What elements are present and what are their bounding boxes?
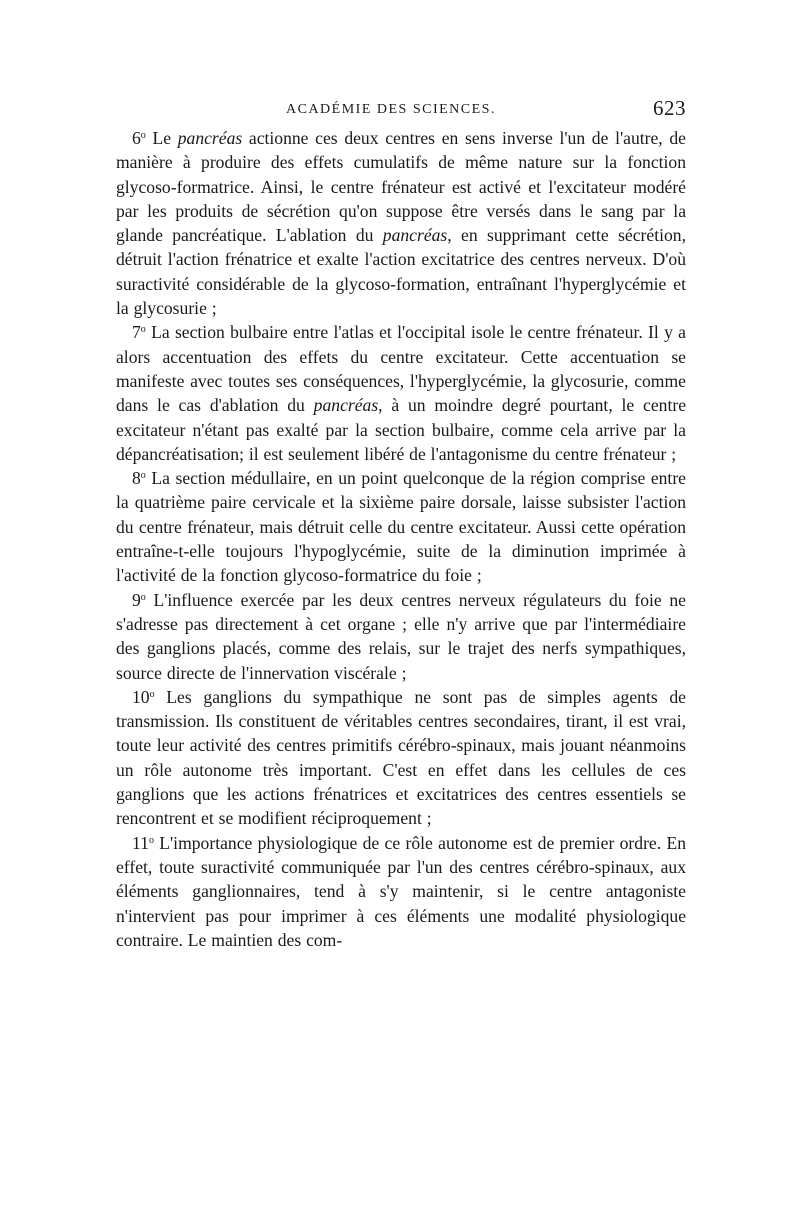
page-number: 623 (653, 96, 686, 120)
ordinal-mark: o (149, 688, 155, 700)
italic-term: pancréas (313, 395, 379, 416)
paragraph-text: , à un moindre degré pourtant, le centre excitateur n'étant pas exalté par la section bulbaire, comme cela arrive par la dépancréatisation; il est seulement libéré de l'antagonisme du centre frénateur ; (116, 395, 686, 464)
paragraph-text: , en supprimant cette sécrétion, détruit l'action frénatrice et exalte l'action excitatrice des centres nerveux. D'où suractivité considérable de la glycoso-formation, entraînant l'hyperglycémie et la glycosurie ; (116, 225, 686, 319)
paragraph-8 (116, 466, 686, 587)
paragraph-7 (116, 320, 686, 466)
item-number: 7 (132, 322, 141, 343)
paragraph-10 (116, 685, 686, 831)
page-header (116, 96, 686, 126)
italic-term: pancréas (177, 128, 243, 148)
paragraph-text: La section médullaire, en un point quelconque de la région comprise entre la quatrième paire cervicale et la sixième paire dorsale, laisse subsister l'action du centre frénateur, mais détruit celle du centre excitateur. Aussi cette opération entraîne-t-elle toujours l'hypoglycémie, suite de la diminution imprimée à l'activité de la fonction glycoso-formatrice du foie ; (116, 468, 686, 586)
paragraph-text: L'importance physiologique de ce rôle autonome est de premier ordre. En effet, toute suractivité communiquée par l'un des centres cérébro-spinaux, aux éléments ganglionnaires, tend à s'y maintenir, si le centre antagoniste n'intervient pas pour imprimer à ces éléments une modalité physiologique contraire. Le maintien des com- (116, 832, 686, 950)
paragraph-text: actionne ces deux centres en sens inverse l'un de l'autre, de manière à produire des effets cumulatifs de même nature sur la fonction glycoso-formatrice. Ainsi, le centre frénateur est activé et l'excitateur modéré par les produits de sécrétion qu'on suppose être versés dans le sang par la glande pancréatique. L'ablation du (116, 128, 686, 246)
document-page (116, 96, 686, 952)
paragraph-text: L'influence exercée par les deux centres nerveux régulateurs du foie ne s'adresse pas directement à cet organe ; elle n'y arrive que par l'intermédiaire des ganglions placés, comme des relais, sur le trajet des nerfs sympathiques, source directe de l'innervation viscérale ; (116, 589, 686, 683)
paragraph-6 (116, 126, 686, 320)
ordinal-mark: o (140, 130, 146, 141)
item-number: 9 (132, 589, 141, 610)
ordinal-mark: o (140, 470, 146, 482)
paragraph-11 (116, 831, 686, 952)
paragraph-text: Le (145, 128, 178, 148)
italic-term: pancréas (382, 225, 448, 246)
running-head: ACADÉMIE DES SCIENCES. (286, 102, 496, 117)
item-number: 8 (132, 468, 141, 489)
item-number: 6 (132, 128, 141, 148)
paragraph-text: La section bulbaire entre l'atlas et l'occipital isole le centre frénateur. Il y a alors accentuation des effets du centre excitateur. Cette accentuation se manifeste avec toutes ses conséquences, l'hyperglycémie, la glycosurie, comme dans le cas d'ablation du (116, 322, 686, 416)
paragraph-9 (116, 588, 686, 685)
ordinal-mark: o (148, 834, 154, 846)
paragraph-text: Les ganglions du sympathique ne sont pas de simples agents de transmission. Ils constituent de véritables centres secondaires, tirant, il est vrai, toute leur activité des centres primitifs cérébro-spinaux, mais jouant néanmoins un rôle autonome très important. C'est en effet dans les cellules de ces ganglions que les actions frénatrices et excitatrices des centres essentiels se rencontrent et se modifient réciproquement ; (116, 686, 686, 829)
item-number: 10 (132, 686, 150, 707)
ordinal-mark: o (140, 591, 146, 603)
item-number: 11 (132, 832, 149, 853)
ordinal-mark: o (140, 324, 146, 336)
